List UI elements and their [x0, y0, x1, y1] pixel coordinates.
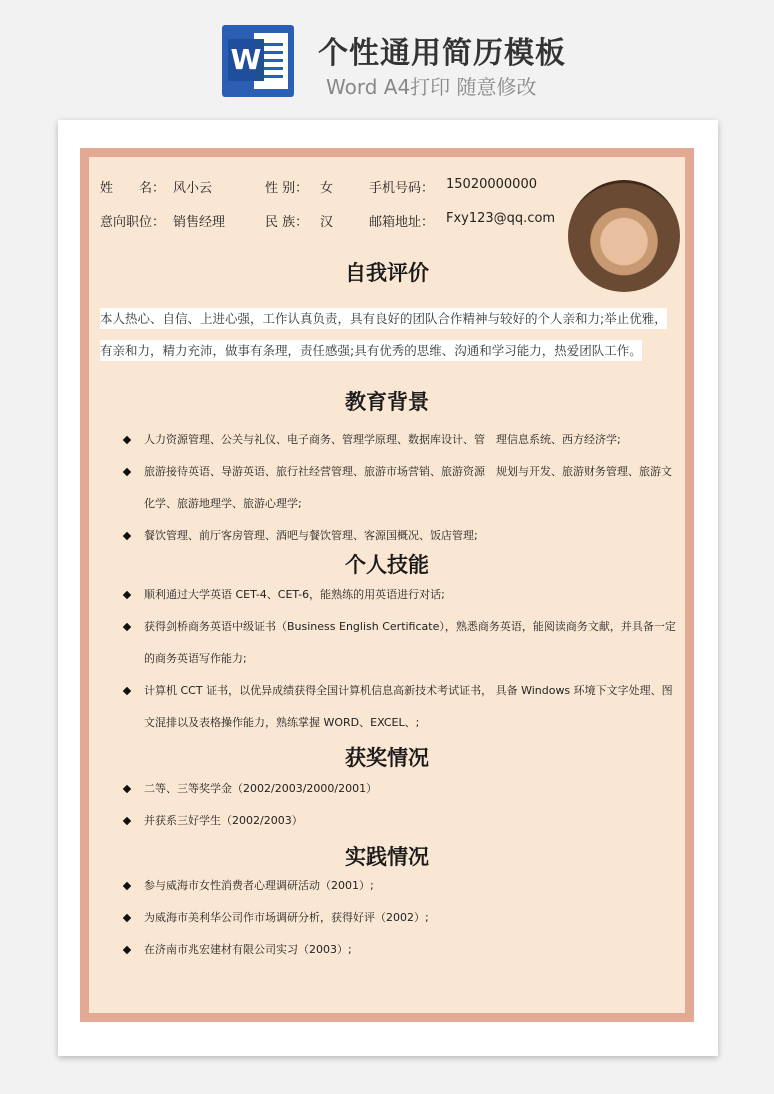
ethnicity-label: 民 族： [265, 215, 309, 230]
list-item: 人力资源管理、公关与礼仪、电子商务、管理学原理、数据库设计、管 理信息系统、西方经济学; [120, 424, 680, 456]
name-label: 姓 名： [100, 181, 166, 196]
list-item: 在济南市兆宏建材有限公司实习（2003）; [120, 934, 680, 966]
education-list [120, 424, 680, 552]
ethnicity-value: 汉 [320, 215, 334, 230]
bullet-diamond-icon [123, 468, 131, 476]
practice-title: 实践情况 [345, 844, 429, 869]
banner-title: 个性通用简历模板 [318, 36, 566, 71]
list-item: 参与威海市女性消费者心理调研活动（2001）; [120, 870, 680, 902]
word-icon-letter: W [228, 39, 264, 81]
phone-label: 手机号码： [369, 181, 435, 196]
list-item: 获得剑桥商务英语中级证书（Business English Certificate），熟悉商务英语，能阅读商务文献，并具备一定的商务英语写作能力; [120, 611, 680, 675]
list-item: 顺利通过大学英语 CET-4、CET-6，能熟练的用英语进行对话; [120, 579, 680, 611]
bullet-diamond-icon [123, 914, 131, 922]
self-eval-paragraph: 本人热心、自信、上进心强，工作认真负责，具有良好的团队合作精神与较好的个人亲和力;举止优雅，有亲和力，精力充沛，做事有条理，责任感强;具有优秀的思维、沟通和学习能力，热爱团队工作。 [100, 308, 667, 361]
awards-list [120, 773, 680, 837]
list-item: 二等、三等奖学金（2002/2003/2000/2001） [120, 773, 680, 805]
gender-value: 女 [320, 181, 334, 196]
education-title: 教育背景 [345, 389, 429, 414]
skills-title: 个人技能 [345, 552, 429, 577]
name-value: 风小云 [173, 181, 213, 196]
practice-list [120, 870, 680, 966]
self-eval-text [100, 303, 678, 367]
position-label: 意向职位： [100, 215, 166, 230]
list-item: 计算机 CCT 证书，以优异成绩获得全国计算机信息高新技术考试证书， 具备 Windows 环境下文字处理、图文混排以及表格操作能力，熟练掌握 WORD、EXCEL、; [120, 675, 680, 739]
word-app-icon [222, 25, 294, 97]
banner-subtitle: Word A4打印 随意修改 [326, 75, 537, 99]
position-value: 销售经理 [173, 215, 226, 230]
bullet-diamond-icon [123, 436, 131, 444]
bullet-diamond-icon [123, 946, 131, 954]
bullet-diamond-icon [123, 532, 131, 540]
bullet-diamond-icon [123, 817, 131, 825]
phone-value: 15020000000 [446, 177, 537, 192]
bullet-diamond-icon [123, 882, 131, 890]
email-value: Fxy123@qq.com [446, 211, 556, 226]
list-item: 为威海市美利华公司作市场调研分析，获得好评（2002）; [120, 902, 680, 934]
awards-title: 获奖情况 [345, 745, 429, 770]
list-item: 并获系三好学生（2002/2003） [120, 805, 680, 837]
list-item: 餐饮管理、前厅客房管理、酒吧与餐饮管理、客源国概况、饭店管理; [120, 520, 680, 552]
template-banner [0, 0, 774, 110]
list-item: 旅游接待英语、导游英语、旅行社经营管理、旅游市场营销、旅游资源 规划与开发、旅游财务管理、旅游文化学、旅游地理学、旅游心理学; [120, 456, 680, 520]
bullet-diamond-icon [123, 785, 131, 793]
skills-list [120, 579, 680, 739]
email-label: 邮箱地址： [369, 215, 435, 230]
bullet-diamond-icon [123, 687, 131, 695]
bullet-diamond-icon [123, 591, 131, 599]
gender-label: 性 别： [265, 181, 309, 196]
bullet-diamond-icon [123, 623, 131, 631]
self-eval-title: 自我评价 [345, 260, 429, 285]
